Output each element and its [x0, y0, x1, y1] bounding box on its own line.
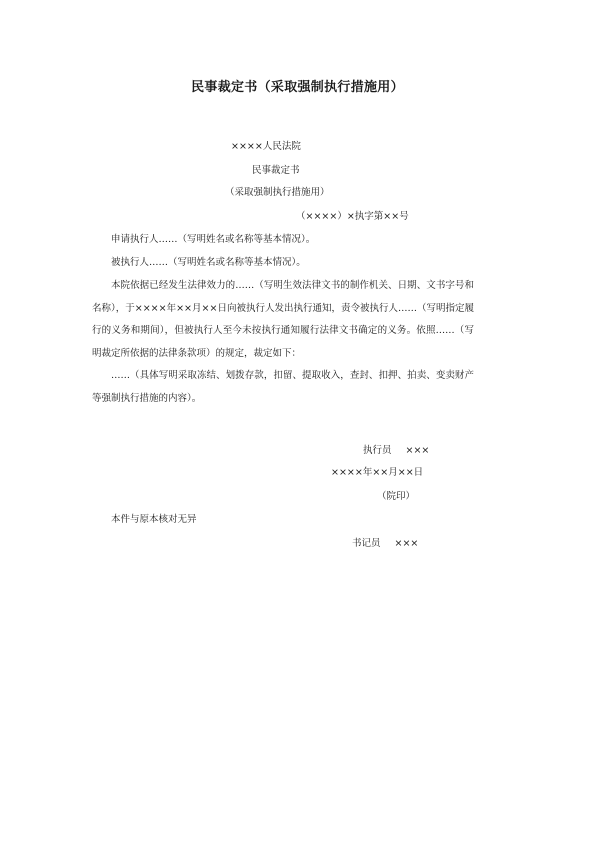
case-number: （××××）×执字第××号 [296, 211, 409, 222]
ruling-name: 民事裁定书 [252, 165, 300, 176]
clerk-name: ××× [394, 538, 419, 549]
ruling-body-paragraph: 本院依据已经发生法律效力的……（写明生效法律文书的制作机关、日期、文书字号和名称），于××××年××月××日向被执行人发出执行通知，责令被执行人……（写明指定履行的义务和期间），但被执行人至今未按执行通知履行法律文书确定的义务。依照……（写明裁定所依据的法律条款项）的规定，裁定如下： [92, 280, 474, 359]
respondent-paragraph: 被执行人……（写明姓名或名称等基本情况）。 [111, 257, 306, 268]
court-seal: （院印） [377, 491, 416, 502]
applicant-paragraph: 申请执行人……（写明姓名或名称等基本情况）。 [111, 234, 316, 245]
clerk-label: 书记员 [352, 538, 381, 549]
executor-name: ××× [405, 445, 430, 456]
ruling-use: （采取强制执行措施用） [225, 187, 330, 198]
document-title: 民事裁定书（采取强制执行措施用） [191, 80, 404, 95]
enforcement-measure-paragraph: ……（具体写明采取冻结、划拨存款，扣留、提取收入，查封、扣押、拍卖、变卖财产等强制执行措施的内容）。 [92, 370, 474, 404]
signature-date: ××××年××月××日 [331, 467, 424, 478]
court-name: ××××人民法院 [231, 141, 301, 152]
executor-signature [363, 444, 429, 458]
verification-note: 本件与原本核对无异 [111, 514, 197, 525]
executor-label: 执行员 [363, 445, 392, 456]
clerk-signature [352, 537, 418, 551]
